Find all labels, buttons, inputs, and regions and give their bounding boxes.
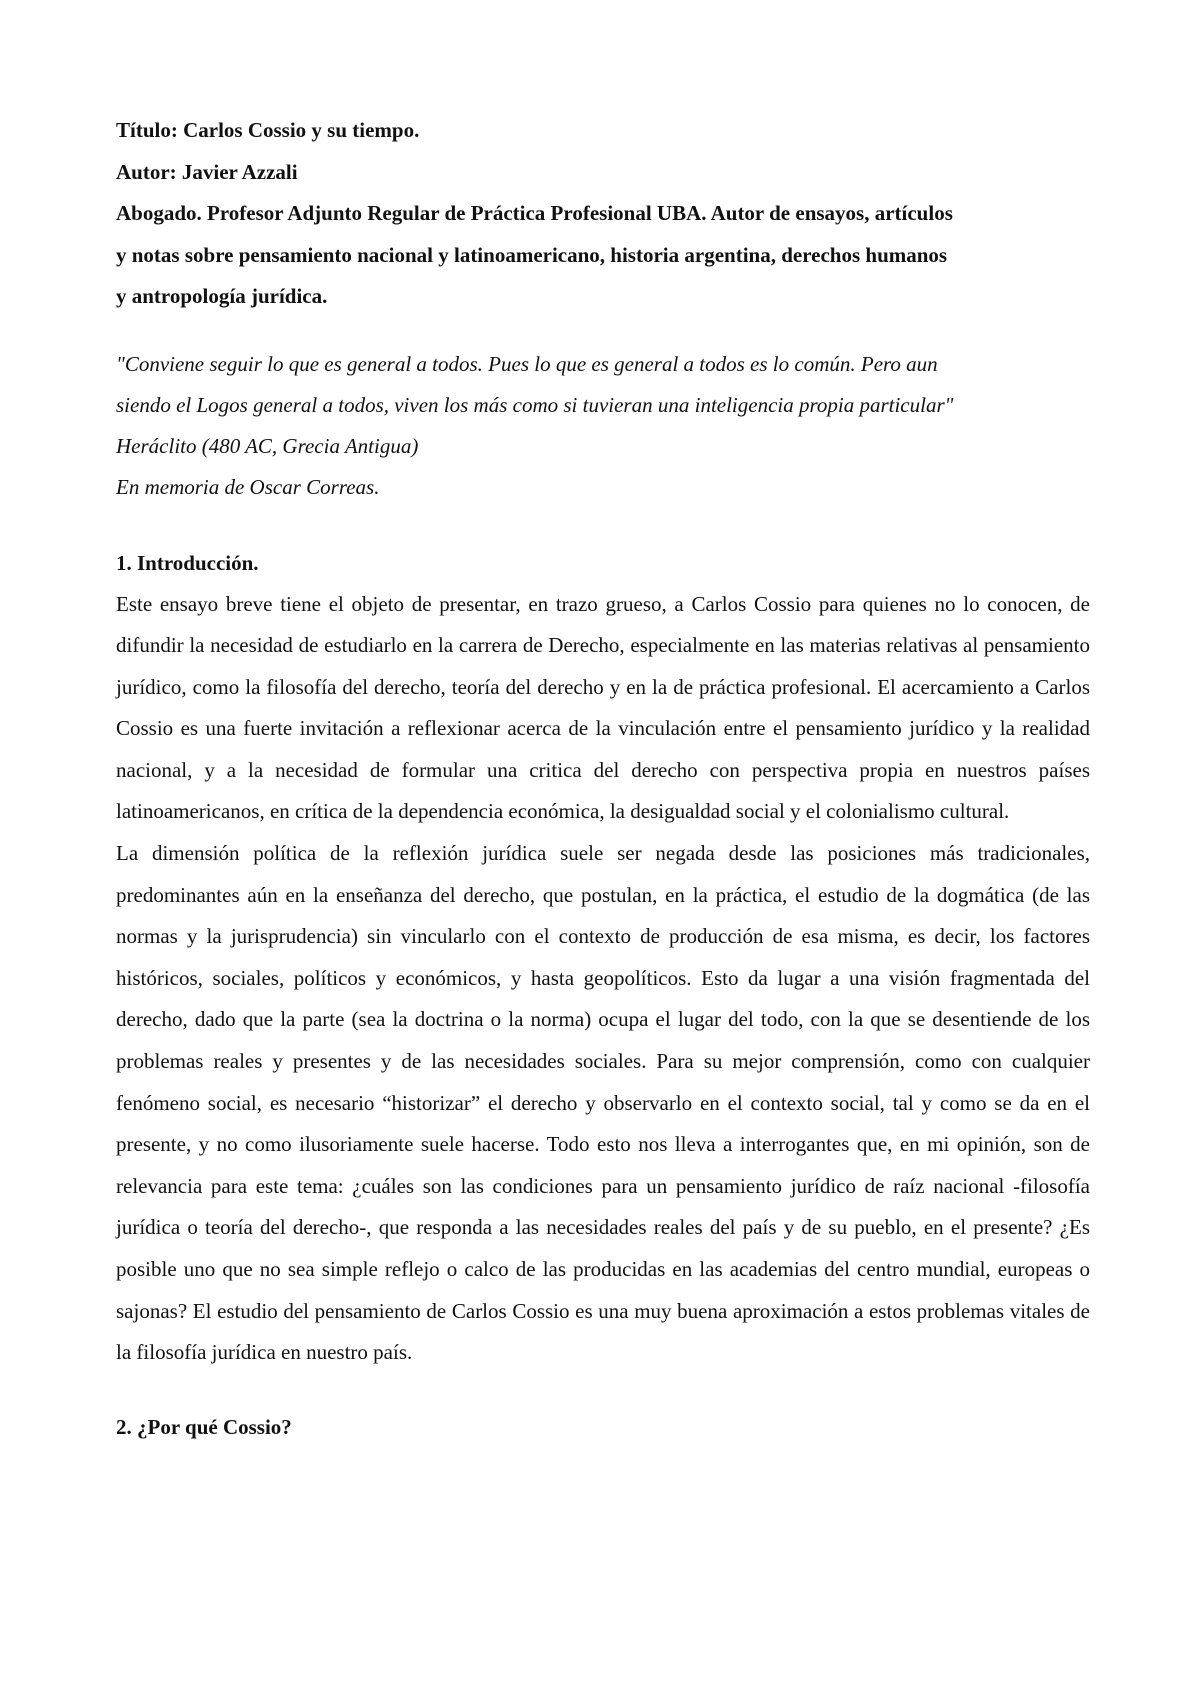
epigraph-quote-line: "Conviene seguir lo que es general a todos. Pues lo que es general a todos es lo común. Pero aun	[116, 351, 938, 376]
epigraph-dedication: En memoria de Oscar Correas.	[116, 474, 380, 499]
section-heading-introduccion: 1. Introducción.	[116, 550, 259, 575]
epigraph-quote-line: siendo el Logos general a todos, viven los más como si tuvieran una inteligencia propia particular"	[116, 392, 954, 417]
document-page	[116, 110, 1090, 1448]
document-title: Título: Carlos Cossio y su tiempo.	[116, 118, 420, 142]
author-bio-line: y antropología jurídica.	[116, 284, 328, 308]
document-author: Autor: Javier Azzali	[116, 159, 298, 184]
document-header	[116, 110, 1090, 318]
epigraph-attribution: Heráclito (480 AC, Grecia Antigua)	[116, 433, 419, 458]
body-paragraph: La dimensión política de la reflexión jurídica suele ser negada desde las posiciones más tradicionales, predominantes aún en la enseñanza del derecho, que postulan, en la práctica, el estudio de la dogmática (de las normas y la jurisprudencia) sin vincularlo con el contexto de producción de esa misma, es decir, los factores históricos, sociales, políticos y económicos, y hasta geopolíticos. Esto da lugar a una visión fragmentada del derecho, dado que la parte (sea la doctrina o la norma) ocupa el lugar del todo, con la que se desentiende de los problemas reales y presentes y de las necesidades sociales. Para su mejor comprensión, como con cualquier fenómeno social, es necesario “historizar” el derecho y observarlo en el contexto social, tal y como se da en el presente, y no como ilusoriamente suele hacerse. Todo esto nos lleva a interrogantes que, en mi opinión, son de relevancia para este tema: ¿cuáles son las condiciones para un pensamiento jurídico de raíz nacional -filosofía jurídica o teoría del derecho-, que responda a las necesidades reales del país y de su pueblo, en el presente? ¿Es posible uno que no sea simple reflejo o calco de las producidas en las academias del centro mundial, europeas o sajonas? El estudio del pensamiento de Carlos Cossio es una muy buena aproximación a estos problemas vitales de la filosofía jurídica en nuestro país.	[116, 841, 1090, 1365]
section-heading-por-que-cossio: 2. ¿Por qué Cossio?	[116, 1414, 292, 1439]
body-paragraph: Este ensayo breve tiene el objeto de presentar, en trazo grueso, a Carlos Cossio para quienes no lo conocen, de difundir la necesidad de estudiarlo en la carrera de Derecho, especialmente en las materias relativas al pensamiento jurídico, como la filosofía del derecho, teoría del derecho y en la de práctica profesional. El acercamiento a Carlos Cossio es una fuerte invitación a reflexionar acerca de la vinculación entre el pensamiento jurídico y la realidad nacional, y a la necesidad de formular una critica del derecho con perspectiva propia en nuestros países latinoamericanos, en crítica de la dependencia económica, la desigualdad social y el colonialismo cultural.	[116, 591, 1090, 824]
author-bio-line: Abogado. Profesor Adjunto Regular de Práctica Profesional UBA. Autor de ensayos, artículos	[116, 201, 953, 225]
epigraph	[116, 344, 1090, 508]
author-bio-line: y notas sobre pensamiento nacional y latinoamericano, historia argentina, derechos humanos	[116, 242, 948, 267]
